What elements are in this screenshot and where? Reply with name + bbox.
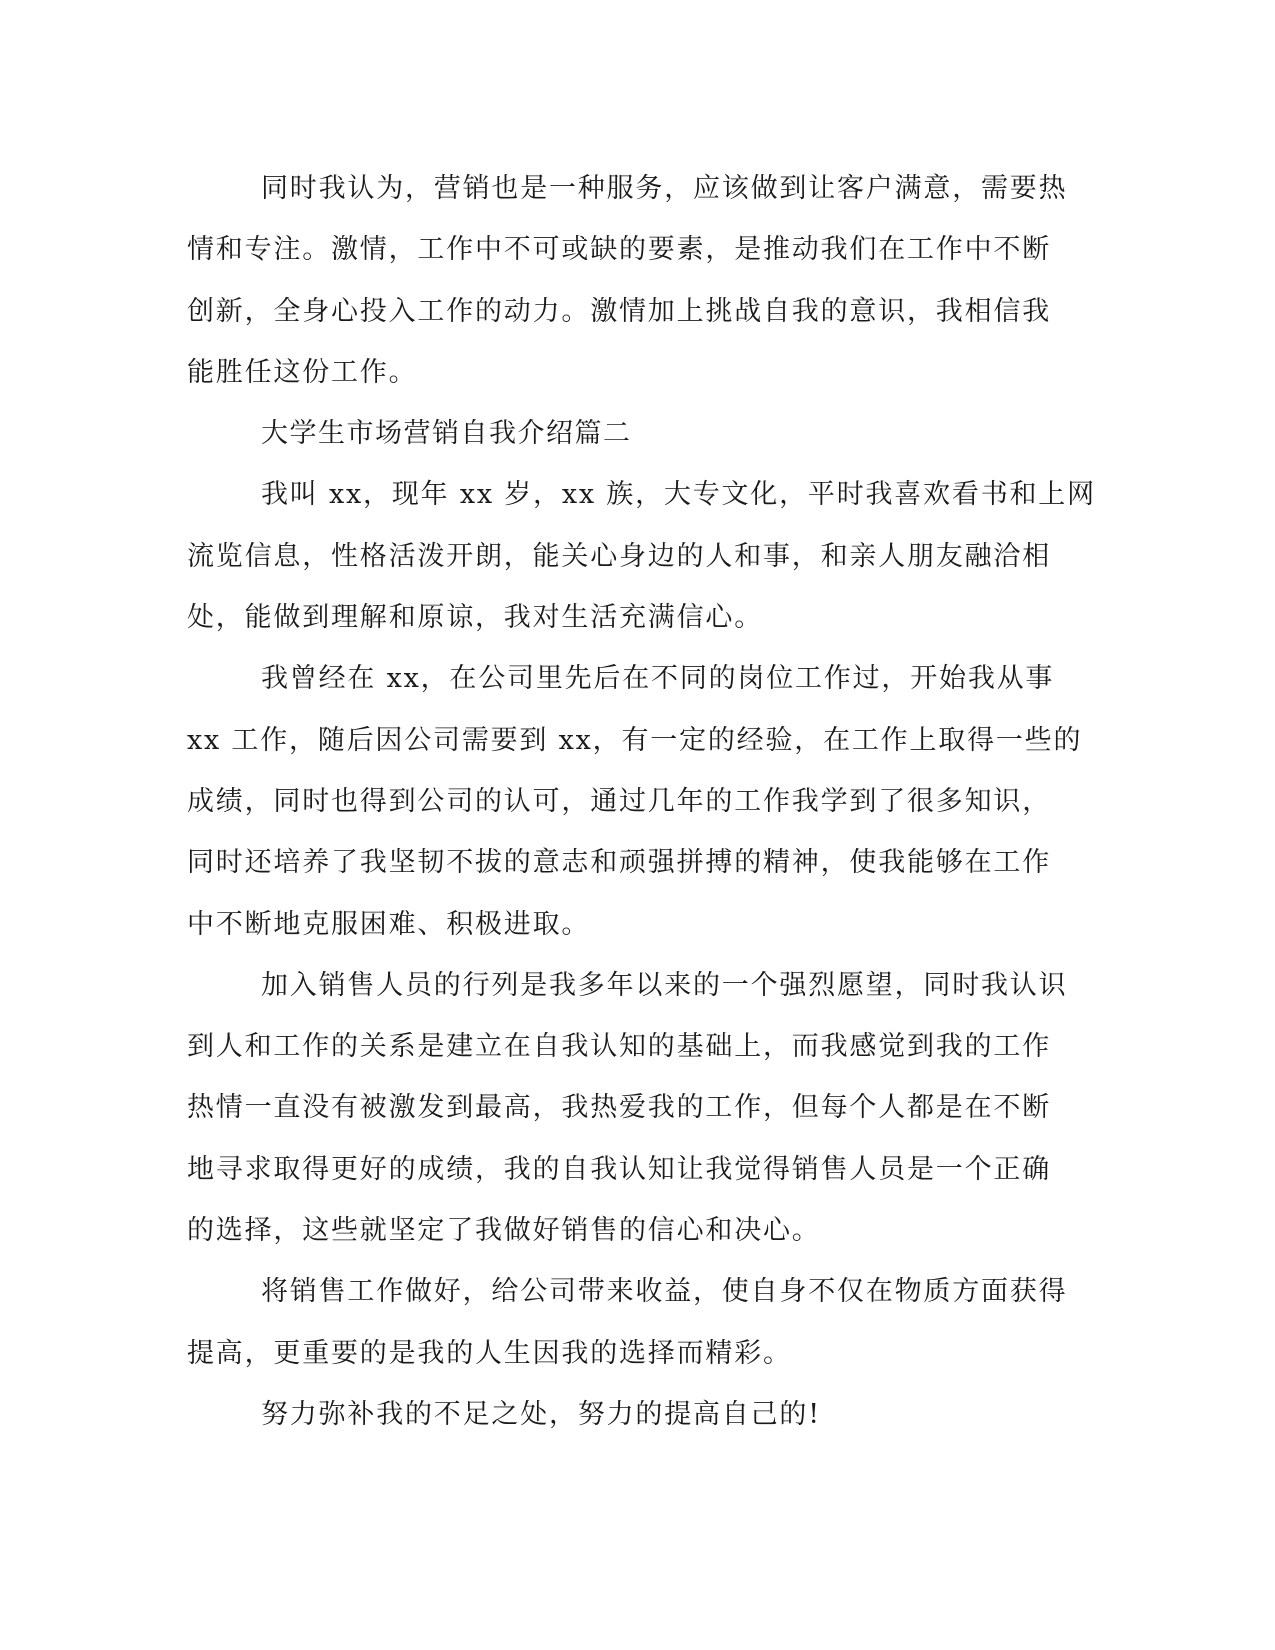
paragraph-1 [187,158,1072,403]
paragraph-line: 加入销售人员的行列是我多年以来的一个强烈愿望，同时我认识 [261,969,1068,1001]
paragraph-line: 成绩，同时也得到公司的认可，通过几年的工作我学到了很多知识， [187,785,1051,817]
paragraph-line: 处，能做到理解和原谅，我对生活充满信心。 [187,602,763,634]
section-heading-text: 大学生市场营销自我介绍篇二 [261,418,632,450]
section-heading [187,403,1072,464]
paragraph-line: 地寻求取得更好的成绩，我的自我认知让我觉得销售人员是一个正确 [187,1153,1051,1185]
paragraph-line: 到人和工作的关系是建立在自我认知的基础上，而我感觉到我的工作 [187,1031,1051,1063]
paragraph-line: 创新，全身心投入工作的动力。激情加上挑战自我的意识，我相信我 [187,295,1051,327]
paragraph-6 [187,1384,1072,1445]
paragraph-line: 热情一直没有被激发到最高，我热爱我的工作，但每个人都是在不断 [187,1092,1051,1124]
paragraph-line: 能胜任这份工作。 [187,356,418,388]
paragraph-line: 我叫 xx，现年 xx 岁，xx 族，大专文化，平时我喜欢看书和上网 [261,479,1096,511]
paragraph-5 [187,1261,1072,1384]
paragraph-line: 同时还培养了我坚韧不拔的意志和顽强拼搏的精神，使我能够在工作 [187,847,1051,879]
paragraph-line: 我曾经在 xx，在公司里先后在不同的岗位工作过，开始我从事 [261,663,1055,695]
paragraph-line: 情和专注。激情，工作中不可或缺的要素，是推动我们在工作中不断 [187,234,1051,266]
paragraph-line: xx 工作，随后因公司需要到 xx，有一定的经验，在工作上取得一些的 [187,724,1083,756]
paragraph-line: 流览信息，性格活泼开朗，能关心身边的人和事，和亲人朋友融洽相 [187,540,1051,572]
paragraph-2 [187,464,1096,648]
paragraph-line: 中不断地克服困难、积极进取。 [187,908,591,940]
document-body [187,158,1096,1445]
paragraph-line: 的选择，这些就坚定了我做好销售的信心和决心。 [187,1215,821,1247]
paragraph-line: 将销售工作做好，给公司带来收益，使自身不仅在物质方面获得 [261,1276,1068,1308]
paragraph-line: 努力弥补我的不足之处，努力的提高自己的! [261,1398,821,1430]
paragraph-3 [187,648,1083,954]
paragraph-line: 同时我认为，营销也是一种服务，应该做到让客户满意，需要热 [261,173,1068,204]
paragraph-line: 提高，更重要的是我的人生因我的选择而精彩。 [187,1337,792,1369]
paragraph-4 [187,955,1072,1261]
